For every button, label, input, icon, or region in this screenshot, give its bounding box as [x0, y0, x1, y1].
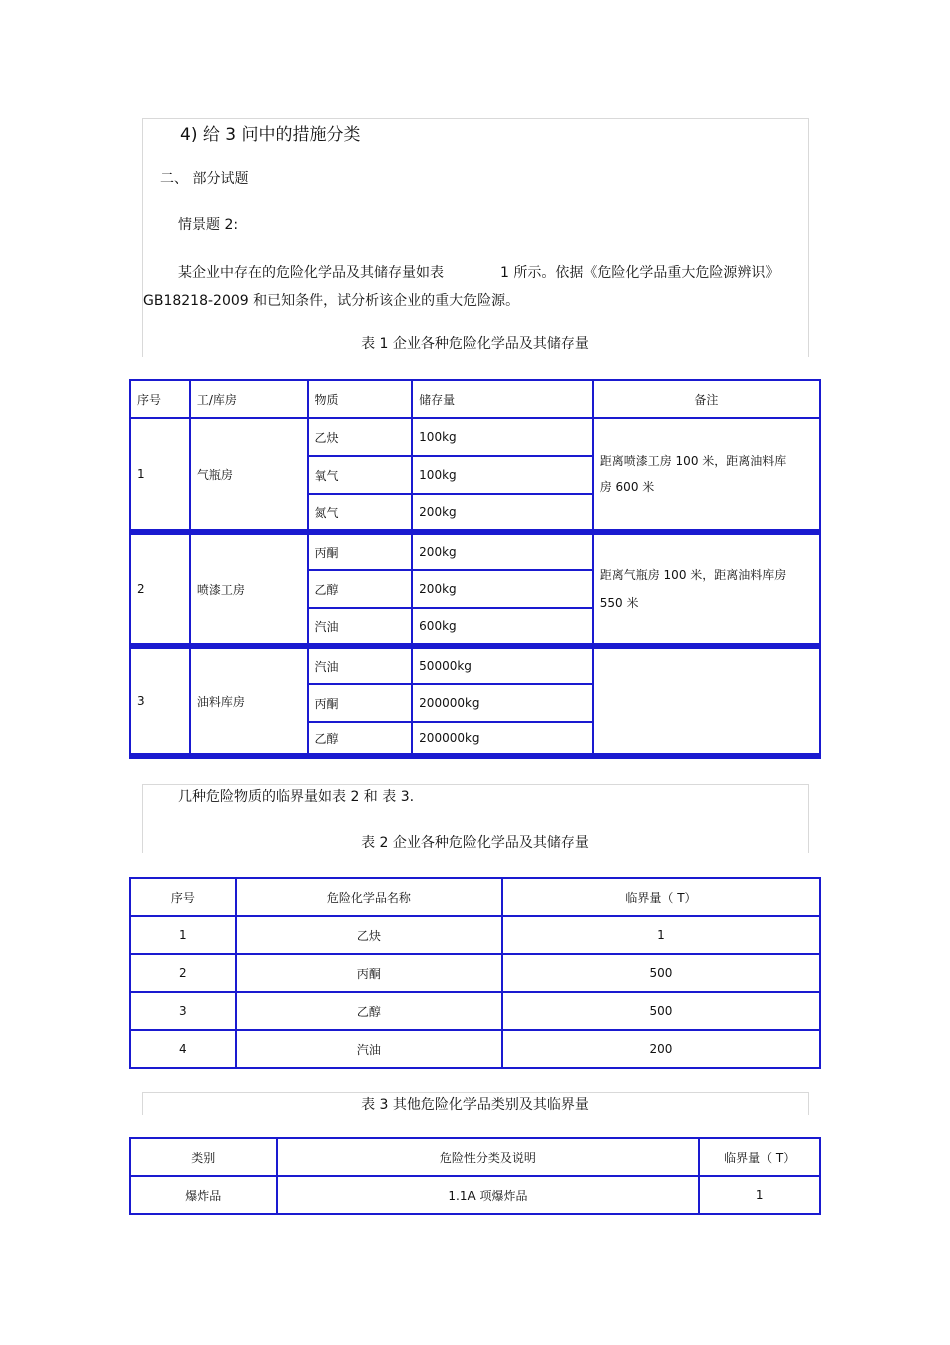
table1-cell-substance: 汽油: [308, 608, 413, 646]
table1-cell-note: [593, 646, 820, 756]
table1-cell-substance: 丙酮: [308, 532, 413, 570]
table1-header-room: 工/库房: [190, 380, 308, 418]
paragraph-line1a: 某企业中存在的危险化学品及其储存量如表: [178, 265, 444, 281]
between-text: 几种危险物质的临界量如表 2 和 表 3.: [178, 789, 415, 805]
table3-header-row: [130, 1138, 820, 1176]
table1-cell-substance: 氧气: [308, 456, 413, 494]
table-row: [130, 954, 820, 992]
note-line: 550 米: [599, 596, 639, 610]
table3-cell: 1.1A 项爆炸品: [277, 1176, 700, 1214]
table1-caption: 表 1 企业各种危险化学品及其储存量: [361, 336, 589, 352]
table2-cell: 1: [502, 916, 820, 954]
table3-cell: 1: [699, 1176, 820, 1214]
paragraph-line1b: 1 所示。依据《危险化学品重大危险源辨识》: [500, 265, 780, 281]
table-row: [130, 418, 820, 456]
table-row: [130, 1176, 820, 1214]
table1-cell-room: 喷漆工房: [190, 532, 308, 646]
table3-header-threshold: 临界量（ T）: [699, 1138, 820, 1176]
table2: [129, 877, 821, 1069]
table1-cell-room: 气瓶房: [190, 418, 308, 532]
table-row: [130, 646, 820, 684]
table3: [129, 1137, 821, 1215]
note-line: 距离气瓶房 100 米，距离油料库房: [599, 568, 787, 582]
table1-cell-no: 1: [130, 418, 190, 532]
page-frame-1: [142, 118, 809, 357]
table1-cell-amount: 600kg: [412, 608, 593, 646]
table1-header-row: [130, 380, 820, 418]
table-row: [130, 532, 820, 570]
table-row: [130, 992, 820, 1030]
table1-cell-substance: 丙酮: [308, 684, 413, 722]
question-4: 4) 给 3 问中的措施分类: [180, 125, 361, 145]
table1-cell-amount: 100kg: [412, 418, 593, 456]
table2-cell: 4: [130, 1030, 236, 1068]
table2-header-threshold: 临界量（ T）: [502, 878, 820, 916]
table2-cell: 乙炔: [236, 916, 502, 954]
table2-cell: 丙酮: [236, 954, 502, 992]
table1-cell-amount: 200kg: [412, 532, 593, 570]
table1-cell-amount: 100kg: [412, 456, 593, 494]
note-line: 房 600 米: [599, 480, 655, 494]
table2-cell: 2: [130, 954, 236, 992]
table1-header-no: 序号: [130, 380, 190, 418]
table1-header-amount: 储存量: [412, 380, 593, 418]
table1-cell-note: [593, 532, 820, 646]
table-row: [130, 916, 820, 954]
note-line: 距离喷漆工房 100 米，距离油料库: [599, 454, 787, 468]
table1-cell-no: 3: [130, 646, 190, 756]
table1-cell-amount: 50000kg: [412, 646, 593, 684]
table1-cell-note: [593, 418, 820, 532]
table1-cell-amount: 200000kg: [412, 684, 593, 722]
table1-cell-no: 2: [130, 532, 190, 646]
table3-caption: 表 3 其他危险化学品类别及其临界量: [361, 1097, 589, 1113]
paragraph-line2: GB18218-2009 和已知条件，试分析该企业的重大危险源。: [143, 293, 520, 309]
table1-cell-amount: 200000kg: [412, 722, 593, 756]
scenario-label: 情景题 2:: [178, 217, 239, 233]
table1-header-note: 备注: [593, 380, 820, 418]
table2-header-no: 序号: [130, 878, 236, 916]
table1-cell-substance: 乙炔: [308, 418, 413, 456]
table3-header-description: 危险性分类及说明: [277, 1138, 700, 1176]
table3-header-category: 类别: [130, 1138, 277, 1176]
table2-cell: 500: [502, 992, 820, 1030]
table1-cell-substance: 乙醇: [308, 570, 413, 608]
table1-cell-substance: 汽油: [308, 646, 413, 684]
table2-cell: 500: [502, 954, 820, 992]
table2-cell: 3: [130, 992, 236, 1030]
table2-cell: 汽油: [236, 1030, 502, 1068]
table2-cell: 200: [502, 1030, 820, 1068]
table1: [129, 379, 821, 759]
table2-cell: 乙醇: [236, 992, 502, 1030]
table2-caption: 表 2 企业各种危险化学品及其储存量: [361, 835, 589, 851]
table2-header-row: [130, 878, 820, 916]
table1-cell-amount: 200kg: [412, 494, 593, 532]
table2-header-name: 危险化学品名称: [236, 878, 502, 916]
table3-cell: 爆炸品: [130, 1176, 277, 1214]
table1-cell-room: 油料库房: [190, 646, 308, 756]
table1-cell-amount: 200kg: [412, 570, 593, 608]
section-heading: 二、 部分试题: [160, 171, 249, 187]
table-row: [130, 1030, 820, 1068]
table1-cell-substance: 氮气: [308, 494, 413, 532]
table1-cell-substance: 乙醇: [308, 722, 413, 756]
table2-cell: 1: [130, 916, 236, 954]
table1-header-substance: 物质: [308, 380, 413, 418]
